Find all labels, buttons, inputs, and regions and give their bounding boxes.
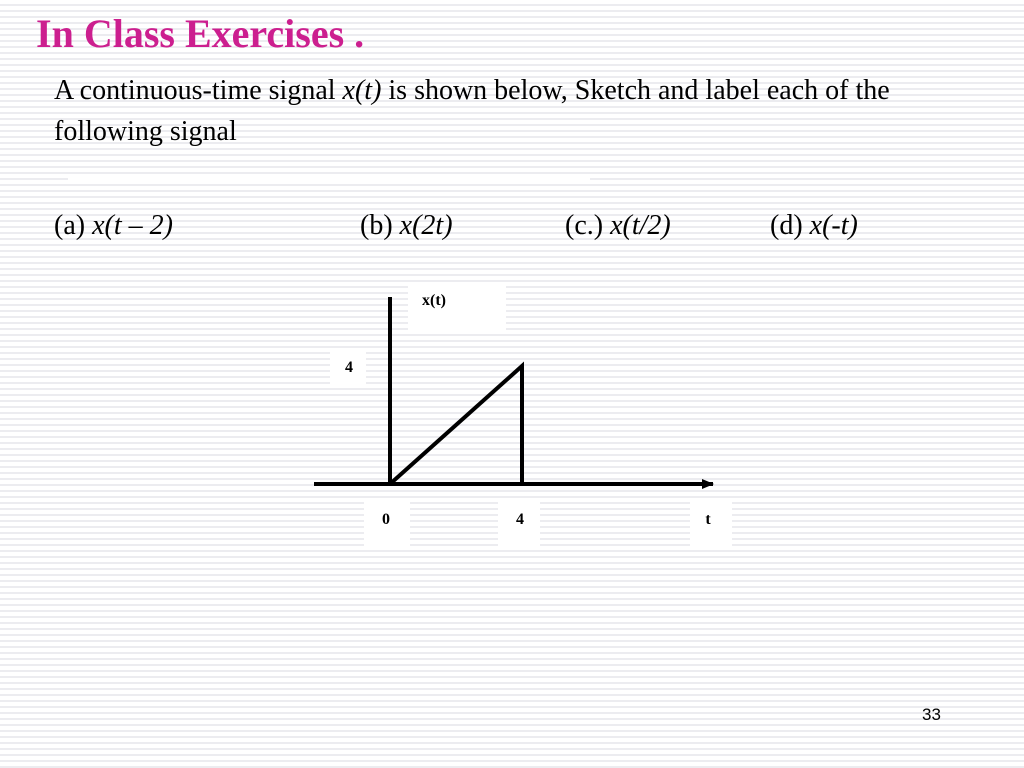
part-c-expression: x(t/2) bbox=[610, 210, 671, 241]
part-b-label: (b) bbox=[360, 210, 400, 241]
slide-title: In Class Exercises . bbox=[36, 11, 365, 56]
y-tick-label: 4 bbox=[345, 359, 353, 376]
x-tick-label-0: 0 bbox=[382, 511, 390, 528]
intro-signal: x(t) bbox=[342, 75, 382, 106]
page-number: 33 bbox=[922, 705, 941, 724]
part-a-expression: x(t – 2) bbox=[92, 210, 173, 241]
part-d-expression: x(-t) bbox=[809, 210, 858, 241]
x-tick-label-4: 4 bbox=[516, 511, 524, 528]
signal-ramp bbox=[390, 366, 522, 484]
intro-prefix: A continuous-time signal bbox=[54, 75, 343, 106]
x-axis-label: t bbox=[705, 511, 711, 528]
y-axis-label: x(t) bbox=[422, 292, 446, 309]
x-axis-label-background bbox=[690, 502, 732, 550]
part-c-label: (c.) bbox=[565, 210, 611, 241]
part-d-label: (d) bbox=[770, 210, 810, 241]
part-a-label: (a) bbox=[54, 210, 93, 241]
intro-suffix: is shown below, Sketch and label each of the following signal bbox=[54, 75, 890, 147]
part-b-expression: x(2t) bbox=[399, 210, 453, 241]
